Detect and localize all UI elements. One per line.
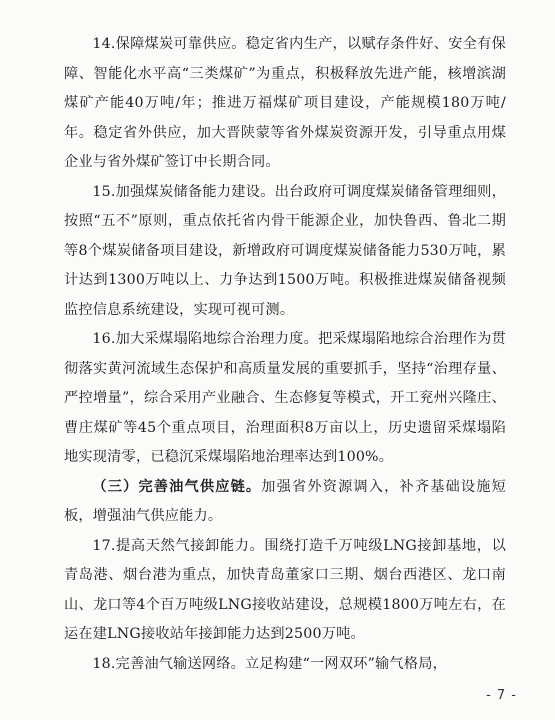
section-three-text: 加强省外资源调入，补齐基础设施短板，增强油气供应能力。: [64, 478, 507, 524]
paragraph-16: 16.加大采煤塌陷地综合治理力度。把采煤塌陷地综合治理作为贯彻落实黄河流域生态保护和高质量发展的重要抓手，坚持“治理存量、严控增量”，综合采用产业融合、生态修复等模式，开工兖州兴隆庄、曹庄煤矿等45个重点项目，治理面积8万亩以上，历史遗留采煤塌陷地实现清零，已稳沉采煤塌陷地治理率达到100%。: [64, 331, 506, 465]
paragraph-14: 14.保障煤炭可靠供应。稳定省内生产，以赋存条件好、安全有保障、智能化水平高“三类煤矿”为重点，积极释放先进产能，核增滨湖煤矿产能40万吨/年；推进万福煤矿项目建设，产能规模180万吨/年。稳定省外供应，加大晋陕蒙等省外煤炭资源开发，引导重点用煤企业与省外煤矿签订中长期合同。: [64, 36, 506, 170]
paragraph-18: 18.完善油气输送网络。立足构建“一网双环”输气格局，: [92, 655, 447, 672]
section-three-paragraph: [64, 473, 506, 532]
page-number: - 7 -: [486, 688, 517, 703]
paragraph-17: 17.提高天然气接卸能力。围绕打造千万吨级LNG接卸基地，以青岛港、烟台港为重点，加快青岛董家口三期、烟台西港区、龙口南山、龙口等4个百万吨级LNG接收站建设，总规模1800万吨左右，在运在建LNG接收站年接卸能力达到2500万吨。: [64, 537, 506, 642]
document-body: [64, 30, 506, 679]
section-three-heading: （三）完善油气供应链。: [92, 478, 262, 495]
paragraph-15: 15.加强煤炭储备能力建设。出台政府可调度煤炭储备管理细则，按照“五不”原则，重点依托省内骨干能源企业，加快鲁西、鲁北二期等8个煤炭储备项目建设，新增政府可调度煤炭储备能力530万吨，累计达到1300万吨以上、力争达到1500万吨。积极推进煤炭储备视频监控信息系统建设，实现可视可测。: [64, 183, 506, 318]
